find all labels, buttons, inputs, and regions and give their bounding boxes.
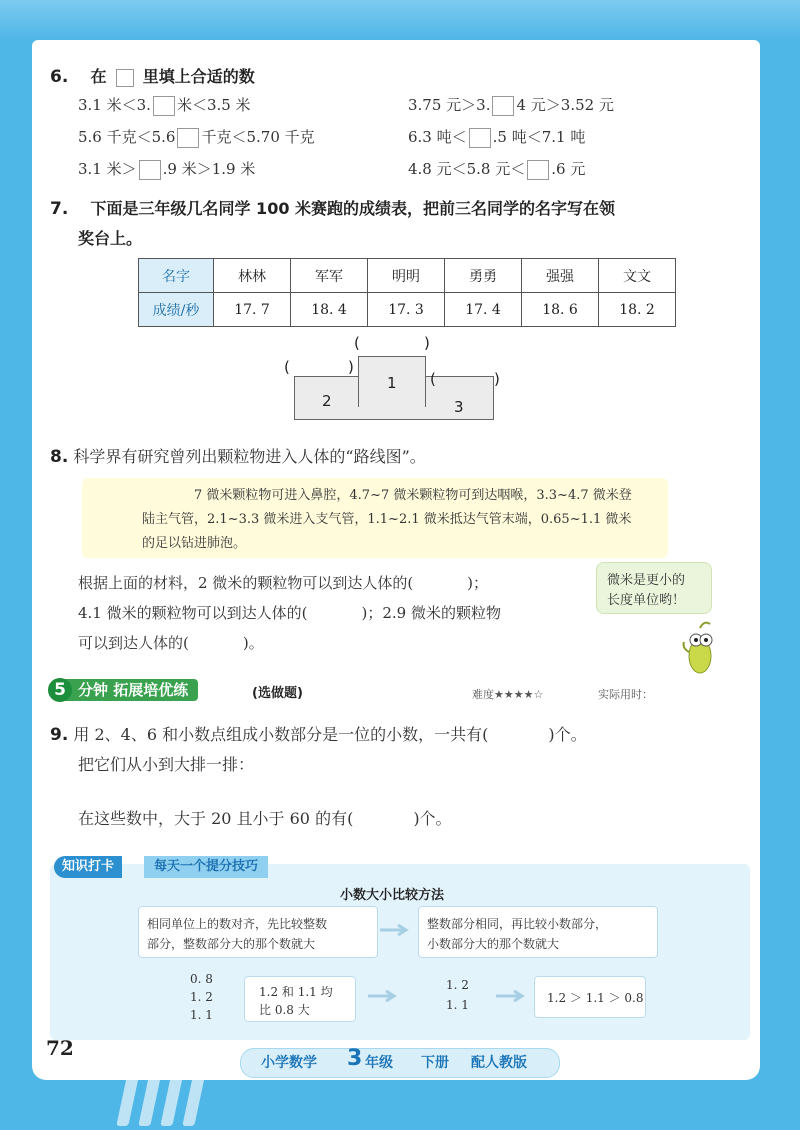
number: 1. 1 xyxy=(446,998,469,1012)
table-row xyxy=(139,259,676,293)
answer-box[interactable] xyxy=(527,160,549,180)
q6-row-2-left xyxy=(78,126,315,148)
table-header-cell: 名字 xyxy=(139,259,214,293)
q6-row-2-right xyxy=(408,126,585,148)
footer-grade: 年级 xyxy=(365,1055,393,1071)
instruction-text: 里填上合适的数 xyxy=(142,67,255,86)
answer-box[interactable] xyxy=(177,128,199,148)
text: 4.1 微米的颗粒物可以到达人体的( xyxy=(78,604,308,622)
number: 1. 1 xyxy=(190,1008,213,1022)
table-cell: 18. 6 xyxy=(522,293,599,327)
table-header-cell: 成绩/秒 xyxy=(139,293,214,327)
answer-box[interactable] xyxy=(139,160,161,180)
section-number: 5 xyxy=(48,678,72,702)
q6-row-3-right xyxy=(408,158,585,180)
text: 3.75 元＞3. xyxy=(408,96,491,114)
question-9-line-3 xyxy=(78,806,452,829)
text: 米＜3.5 米 xyxy=(176,96,251,114)
question-number: 8. xyxy=(50,447,69,467)
reading-material xyxy=(82,478,668,558)
rule-line: 相同单位上的数对齐，先比较整数 xyxy=(147,917,328,931)
podium-label-2: 2 xyxy=(322,392,332,410)
number: 0. 8 xyxy=(190,972,213,986)
material-line: 陆主气管，2.1~3.3 微米进入支气管，1.1~2.1 微米抵达气管末端，0.65~1.1 微米 xyxy=(142,512,632,527)
question-text: 下面是三年级几名同学 100 米赛跑的成绩表，把前三名同学的名字写在领 xyxy=(90,199,616,218)
rule-line: 整数部分相同，再比较小数部分， xyxy=(427,917,608,931)
arrow-right-icon xyxy=(368,990,398,1002)
table-cell: 军军 xyxy=(291,259,368,293)
text: .6 元 xyxy=(551,160,586,178)
score-table xyxy=(138,258,676,327)
paren: ( xyxy=(354,334,360,352)
hint-line: 微米是更小的 xyxy=(607,573,686,588)
result-box xyxy=(534,976,646,1018)
note-line: 1.2 和 1.1 均 xyxy=(259,985,333,999)
table-row xyxy=(139,293,676,327)
table-cell: 强强 xyxy=(522,259,599,293)
example-column-2 xyxy=(426,974,494,1018)
answer-box[interactable] xyxy=(469,128,491,148)
number: 1. 2 xyxy=(190,990,213,1004)
footer-subject: 小学数学 xyxy=(261,1055,317,1071)
q8-line-3 xyxy=(78,632,264,653)
section-label: 分钟 拓展培优练 xyxy=(62,679,198,701)
question-number: 7. xyxy=(50,199,69,219)
rule-box-1 xyxy=(138,906,378,958)
question-number: 9. xyxy=(50,725,69,745)
rule-box-2 xyxy=(418,906,658,958)
note-line: 比 0.8 大 xyxy=(259,1003,310,1017)
footer-grade-number: 3 xyxy=(347,1046,363,1071)
footer-term: 下册 xyxy=(421,1055,449,1071)
paren: ) xyxy=(494,370,500,388)
text: 根据上面的材料，2 微米的颗粒物可以到达人体的( xyxy=(78,574,414,592)
text: 3.1 米＜3. xyxy=(78,96,151,114)
paren: ( xyxy=(284,358,290,376)
question-6-header xyxy=(50,64,255,87)
text: )。 xyxy=(242,634,264,652)
text: .9 米＞1.9 米 xyxy=(162,160,256,178)
question-9-line-1 xyxy=(50,722,587,745)
hint-bubble xyxy=(596,562,712,614)
text: )；2.9 微米的颗粒物 xyxy=(361,604,501,622)
question-text-line2: 奖台上。 xyxy=(78,229,143,248)
rule-line: 部分，整数部分大的那个数就大 xyxy=(147,937,316,951)
text: 用 2、4、6 和小数点组成小数部分是一位的小数，一共有( xyxy=(73,725,489,744)
question-8-header xyxy=(50,444,426,467)
paren: ( xyxy=(430,370,436,388)
q8-line-2 xyxy=(78,602,501,623)
tips-subtitle: 每天一个提分技巧 xyxy=(144,856,268,878)
podium-label-3: 3 xyxy=(454,398,464,416)
footer-edition: 配人教版 xyxy=(471,1055,527,1071)
text: 3.1 米＞ xyxy=(78,160,137,178)
question-number: 6. xyxy=(50,67,69,87)
text: )个。 xyxy=(413,809,452,828)
text: 千克＜5.70 千克 xyxy=(201,128,315,146)
paren: ) xyxy=(424,334,430,352)
podium-label-1: 1 xyxy=(387,374,397,392)
arrow-right-icon xyxy=(496,990,526,1002)
text: .5 吨＜7.1 吨 xyxy=(492,128,586,146)
answer-box[interactable] xyxy=(153,96,175,116)
table-cell: 林林 xyxy=(214,259,291,293)
page-frame-top xyxy=(0,0,800,40)
text: 4.8 元＜5.8 元＜ xyxy=(408,160,526,178)
text: )个。 xyxy=(548,725,587,744)
table-cell: 17. 4 xyxy=(445,293,522,327)
tips-panel xyxy=(50,864,750,1040)
book-footer xyxy=(240,1048,560,1078)
answer-box[interactable] xyxy=(492,96,514,116)
answer-box-sample xyxy=(116,69,134,87)
rule-line: 小数部分大的那个数就大 xyxy=(427,937,560,951)
table-cell: 17. 3 xyxy=(368,293,445,327)
workbook-page xyxy=(32,40,760,1080)
table-cell: 勇勇 xyxy=(445,259,522,293)
material-line: 的足以钻进肺泡。 xyxy=(142,536,247,551)
q6-row-1-left xyxy=(78,94,251,116)
tips-title: 小数大小比较方法 xyxy=(340,888,445,903)
table-cell: 18. 2 xyxy=(599,293,676,327)
text: 在这些数中，大于 20 且小于 60 的有( xyxy=(78,809,354,828)
paren: ) xyxy=(348,358,354,376)
hint-line: 长度单位哟！ xyxy=(607,593,686,608)
table-cell: 18. 4 xyxy=(291,293,368,327)
material-line: 7 微米颗粒物可进入鼻腔，4.7~7 微米颗粒物可到达咽喉，3.3~4.7 微米登 xyxy=(194,488,632,503)
note-box xyxy=(244,976,356,1022)
text: 5.6 千克＜5.6 xyxy=(78,128,176,146)
decorative-bars xyxy=(122,1072,210,1130)
tips-badge: 知识打卡 xyxy=(54,856,122,878)
table-cell: 明明 xyxy=(368,259,445,293)
difficulty-rating: 难度★★★★☆ xyxy=(472,688,544,701)
time-used-label: 实际用时： xyxy=(598,688,653,701)
number: 1. 2 xyxy=(446,978,469,992)
text: 4 元＞3.52 元 xyxy=(516,96,614,114)
table-cell: 文文 xyxy=(599,259,676,293)
mascot-icon xyxy=(680,618,720,676)
page-number: 72 xyxy=(46,1036,74,1060)
q8-line-1 xyxy=(78,572,488,593)
question-7-header xyxy=(50,196,615,219)
table-cell: 17. 7 xyxy=(214,293,291,327)
question-9-line-2: 把它们从小到大排一排： xyxy=(78,755,255,774)
q6-row-1-right xyxy=(408,94,614,116)
question-text: 科学界有研究曾列出颗粒物进入人体的“路线图”。 xyxy=(73,447,426,466)
text: )； xyxy=(467,574,489,592)
instruction-text: 在 xyxy=(90,67,107,86)
text: 6.3 吨＜ xyxy=(408,128,467,146)
q6-row-3-left xyxy=(78,158,255,180)
result-text: 1.2 ＞ 1.1 ＞ 0.8 xyxy=(547,991,644,1005)
optional-label: (选做题) xyxy=(252,686,303,701)
text: 可以到达人体的( xyxy=(78,634,189,652)
example-column-1 xyxy=(170,968,230,1030)
arrow-right-icon xyxy=(380,924,410,936)
